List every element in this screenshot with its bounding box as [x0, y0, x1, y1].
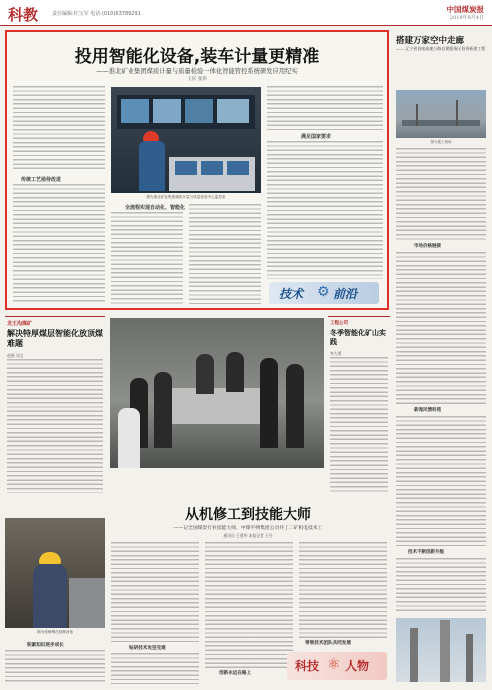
mid-left-title: 解决特厚煤层智能化放顶煤难题 — [7, 329, 103, 348]
page-header — [0, 0, 492, 26]
right-photo — [396, 90, 486, 138]
mid-right-title: 冬季智能化矿山实践 — [330, 329, 386, 346]
atom-icon: ⚛ — [327, 655, 341, 673]
bottom-title: 从机修工到技能大师 — [185, 507, 311, 523]
bottom-photo-caption: 图为张师傅在检修设备 — [37, 630, 73, 634]
subhead-national-requirements: 满足国家要求 — [301, 134, 332, 140]
lead-subtitle: ——淮北矿业集团煤质计量与质量检验一体化智能管控系统研发应用纪实 — [96, 68, 298, 75]
worker — [139, 141, 165, 191]
lead-article — [5, 30, 389, 310]
right-text-2 — [396, 252, 486, 404]
mid-right-text — [330, 357, 388, 493]
paper-name: 中国煤炭报 — [446, 5, 484, 14]
worker-helmet — [143, 131, 159, 141]
science-people-badge — [287, 652, 387, 680]
lead-photo — [111, 87, 261, 193]
section-title: 科教 — [8, 6, 39, 24]
subhead-traditional-process: 传统工艺亟待改进 — [21, 177, 62, 183]
person — [226, 352, 244, 392]
bottom-subhead-3: 创新永远在路上 — [219, 671, 252, 676]
machine — [69, 578, 105, 628]
right-bottom-photo — [396, 618, 486, 682]
bottom-article — [5, 498, 391, 686]
mid-left-text — [7, 359, 103, 493]
bottom-byline: 通讯员 王建华 本报记者 王丹 — [223, 533, 273, 538]
lead-column-2 — [111, 212, 183, 304]
bottom-col-3 — [299, 542, 387, 638]
bottom-subhead-4: 带领技术团队共同发展 — [305, 641, 351, 646]
right-text-3 — [396, 416, 486, 546]
right-photo-caption: 图为施工现场 — [430, 140, 452, 144]
lead-column-2b — [189, 204, 261, 304]
monitor-wall — [117, 95, 255, 129]
issue-date: 2018年9月4日 — [449, 15, 484, 21]
right-column — [394, 30, 488, 685]
lead-column-1b — [13, 184, 105, 304]
lead-title: 投用智能化设备,装车计量更精准 — [74, 47, 320, 67]
gear-icon: ⚙ — [317, 284, 330, 300]
bottom-col-1 — [111, 542, 199, 642]
tech-frontier-badge — [269, 282, 379, 304]
badge-left: 技术 — [279, 287, 304, 301]
person — [196, 354, 214, 394]
mid-right-byline: 李大勇 — [330, 351, 342, 356]
mid-left-article — [5, 316, 105, 496]
mid-left-kicker: 龙王沟煤矿 — [7, 321, 33, 327]
person — [260, 358, 278, 448]
worker-helmet — [39, 552, 61, 564]
bottom-subhead-1: 积累知识逐步成长 — [27, 643, 64, 648]
subhead-automation: 全流程实现自动化、智能化 — [125, 205, 186, 211]
person-white-coat — [118, 408, 140, 468]
lead-column-3b — [267, 141, 383, 279]
lead-column-3 — [267, 86, 383, 130]
lead-byline: 王匡 张伟 — [187, 77, 207, 82]
worker — [33, 564, 67, 628]
badge-right: 人物 — [345, 659, 370, 673]
bottom-left-text — [5, 650, 105, 684]
control-desk — [169, 157, 255, 191]
bottom-col-2 — [205, 542, 293, 668]
right-headline: 搭建万家空中走廊 — [396, 36, 465, 46]
bottom-photo — [5, 518, 105, 628]
mid-left-byline: 赵强 刘文 — [7, 353, 24, 358]
bottom-subhead-2: 钻研技术攻坚克难 — [129, 646, 166, 651]
right-subhead-2: 市场价格链接 — [414, 244, 441, 249]
person — [286, 364, 304, 448]
bottom-subtitle: ——记全国煤炭行业技能大师、中煤平朔集团公司井工二矿机电技术工 — [173, 526, 323, 531]
badge-right: 前沿 — [333, 287, 358, 301]
right-text-1 — [396, 148, 486, 240]
meeting-photo — [110, 318, 324, 468]
lead-column-1 — [13, 86, 105, 172]
table — [170, 388, 270, 424]
editor-meta: 责任编辑:杜宝军 电话:(010)63789291 — [52, 11, 141, 17]
right-subhead-3: 新闻风情科苑 — [414, 408, 441, 413]
mid-right-kicker: 工程公司 — [330, 321, 348, 326]
right-subhead-4: 技术不断创新升级 — [408, 550, 444, 555]
bottom-col-1b — [111, 653, 199, 684]
right-text-4 — [396, 558, 486, 614]
person — [154, 372, 172, 448]
right-subhead: —— 辽宁省首座高速公路自建服务区投资新建工程 — [396, 46, 486, 51]
badge-left: 科技 — [295, 659, 320, 673]
mid-right-article — [328, 316, 390, 496]
lead-photo-caption: 图为淮北矿业集团煤质计量与质量检验中心监控室 — [146, 195, 226, 199]
